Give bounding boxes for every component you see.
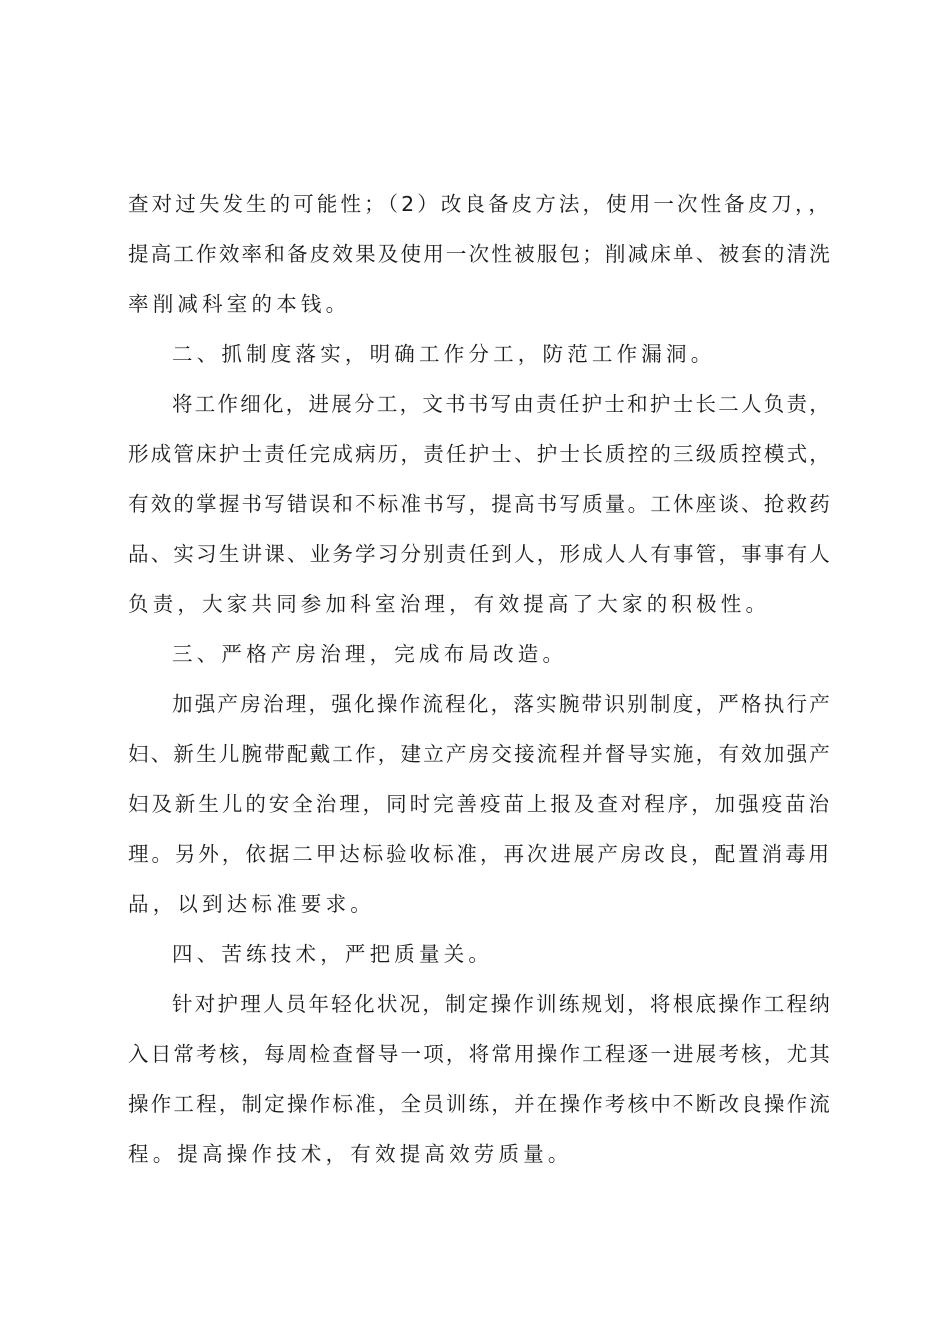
section-heading: 三、严格产房治理，完成布局改造。 — [172, 642, 568, 666]
text-line: 品，以到达标准要求。 — [128, 892, 375, 916]
document-body — [128, 188, 832, 1188]
text-line: 妇、新生儿腕带配戴工作，建立产房交接流程并督导实施，有效加强产 — [128, 742, 832, 766]
text-line: 操作工程，制定操作标准，全员训练，并在操作考核中不断改良操作流 — [128, 1092, 832, 1116]
section-heading: 二、抓制度落实，明确工作分工，防范工作漏洞。 — [172, 342, 716, 366]
text-line: 将工作细化，进展分工，文书书写由责任护士和护士长二人负责， — [172, 392, 832, 416]
text-line: 针对护理人员年轻化状况，制定操作训练规划，将根底操作工程纳 — [172, 992, 832, 1016]
text-line: 妇及新生儿的安全治理，同时完善疫苗上报及查对程序，加强疫苗治 — [128, 792, 832, 816]
text-line: 程。提高操作技术，有效提高效劳质量。 — [128, 1142, 573, 1166]
text-line: 理。另外，依据二甲达标验收标准，再次进展产房改良，配置消毒用 — [128, 842, 832, 866]
text-line: 有效的掌握书写错误和不标准书写，提高书写质量。工休座谈、抢救药 — [128, 492, 832, 516]
section-heading: 四、苦练技术，严把质量关。 — [172, 942, 494, 966]
text-line: 品、实习生讲课、业务学习分别责任到人，形成人人有事管，事事有人 — [128, 542, 832, 566]
text-line: 负责，大家共同参加科室治理，有效提高了大家的积极性。 — [128, 592, 771, 616]
text-line: 形成管床护士责任完成病历，责任护士、护士长质控的三级质控模式， — [128, 442, 832, 466]
text-line: 查对过失发生的可能性；（2）改良备皮方法，使用一次性备皮刀，， — [128, 192, 832, 216]
text-line: 提高工作效率和备皮效果及使用一次性被服包；削减床单、被套的清洗 — [128, 242, 832, 266]
text-line: 入日常考核，每周检查督导一项，将常用操作工程逐一进展考核，尤其 — [128, 1042, 832, 1066]
text-line: 加强产房治理，强化操作流程化，落实腕带识别制度，严格执行产 — [172, 692, 832, 716]
text-line: 率削减科室的本钱。 — [128, 292, 351, 316]
